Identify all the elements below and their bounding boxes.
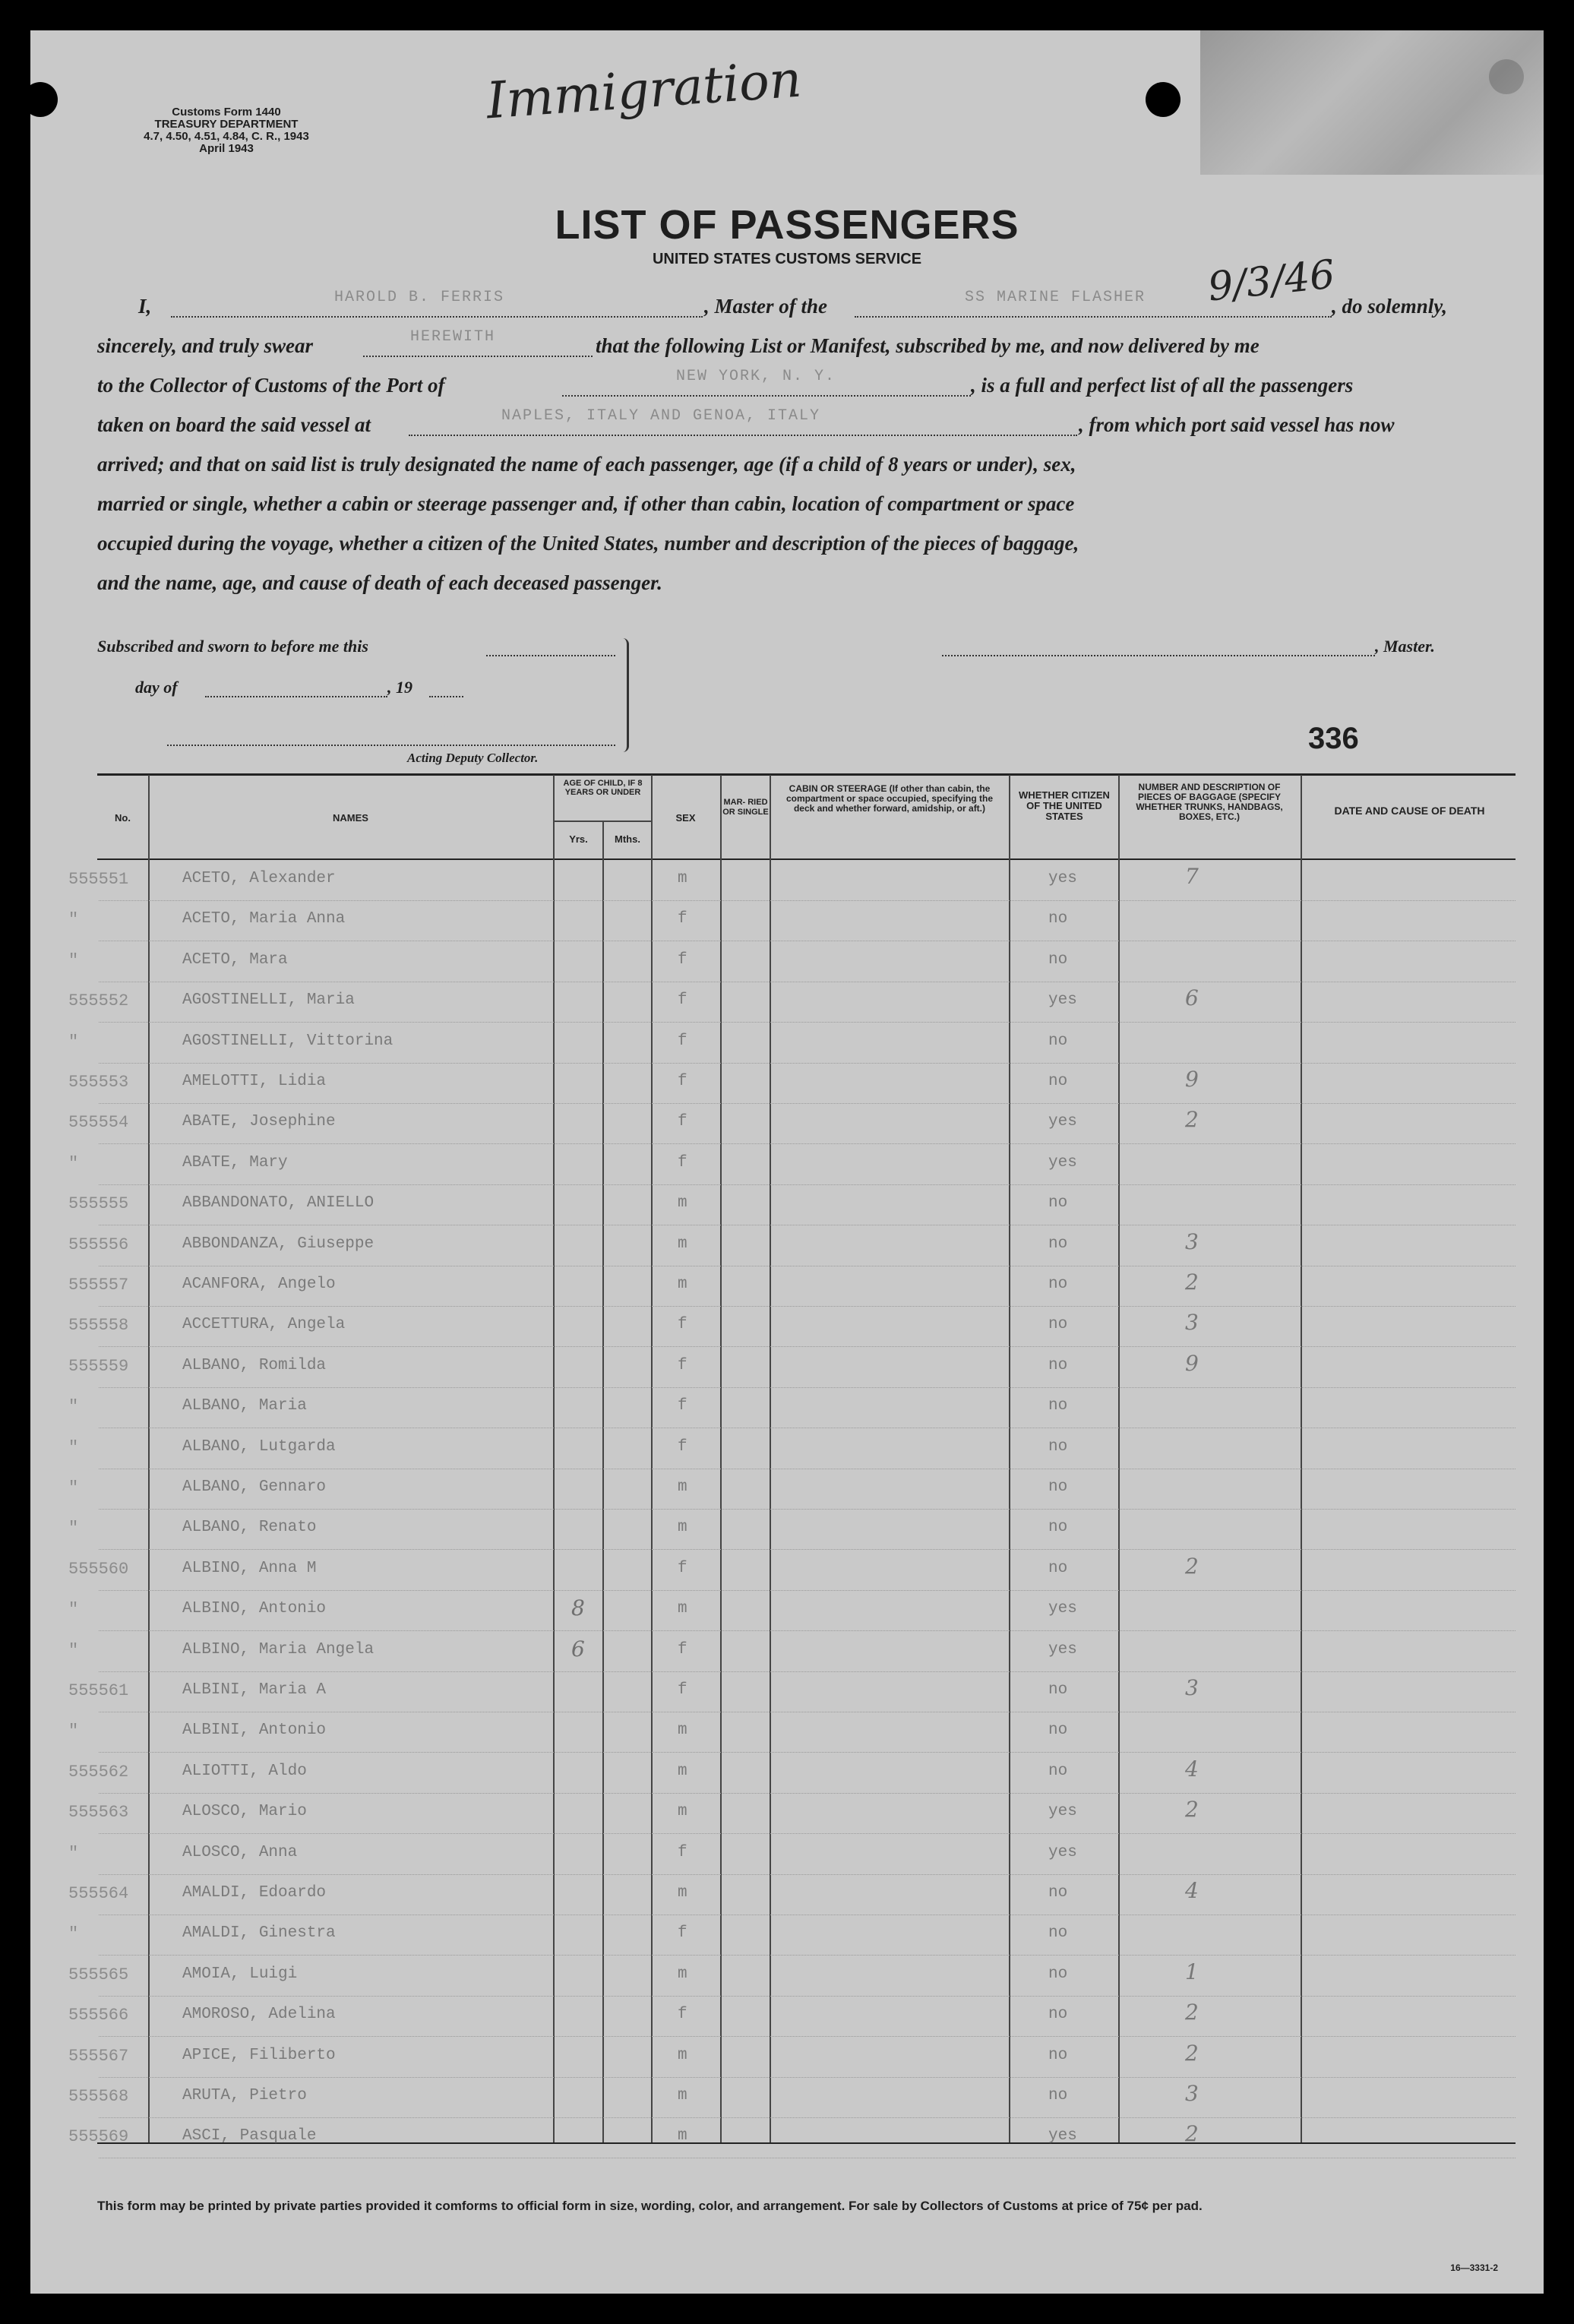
- passenger-name: ASCI, Pasquale: [182, 2127, 317, 2145]
- passenger-name: AGOSTINELLI, Vittorina: [182, 1032, 394, 1050]
- passenger-baggage: 3: [1185, 2081, 1199, 2106]
- passenger-sex: m: [678, 1478, 687, 1496]
- row-divider: [99, 1022, 1516, 1023]
- table-top-rule: [97, 773, 1516, 776]
- passenger-name: AMALDI, Edoardo: [182, 1884, 327, 1902]
- passenger-number: 555552: [68, 991, 129, 1011]
- port-name: NEW YORK, N. Y.: [676, 368, 836, 385]
- passenger-baggage: 7: [1185, 864, 1199, 889]
- passenger-name: ALBINO, Antonio: [182, 1600, 327, 1618]
- blank-line: [942, 655, 1375, 656]
- passenger-number: 555560: [68, 1559, 129, 1579]
- passenger-sex: f: [678, 1437, 687, 1456]
- vessel-name: SS MARINE FLASHER: [965, 289, 1146, 306]
- blank-line: [562, 395, 971, 397]
- passenger-citizen: yes: [1048, 1843, 1077, 1861]
- embark-port: NAPLES, ITALY AND GENOA, ITALY: [501, 407, 821, 425]
- passenger-name: ACETO, Maria Anna: [182, 910, 346, 928]
- passenger-citizen: no: [1048, 2046, 1068, 2064]
- brace: [619, 638, 629, 752]
- passenger-citizen: yes: [1048, 1113, 1077, 1131]
- row-divider: [99, 1143, 1516, 1144]
- year-label: , 19: [387, 678, 412, 697]
- column-divider: [1301, 775, 1302, 2142]
- passenger-name: ALBANO, Maria: [182, 1397, 307, 1415]
- passenger-sex: f: [678, 1356, 687, 1374]
- header-citizen: WHETHER CITIZEN OF THE UNITED STATES: [1019, 789, 1110, 822]
- passenger-name: ABATE, Mary: [182, 1153, 288, 1171]
- passenger-name: AGOSTINELLI, Maria: [182, 991, 355, 1010]
- row-divider: [99, 1103, 1516, 1104]
- passenger-number: ": [68, 1640, 79, 1660]
- passenger-name: ALBANO, Gennaro: [182, 1478, 327, 1496]
- passenger-name: ABBANDONATO, ANIELLO: [182, 1194, 375, 1213]
- column-divider: [148, 775, 150, 2142]
- passenger-number: 555567: [68, 2046, 129, 2066]
- passenger-number: 555566: [68, 2006, 129, 2025]
- passenger-number: 555562: [68, 1762, 129, 1782]
- passenger-citizen: no: [1048, 950, 1068, 969]
- form-department: TREASURY DEPARTMENT: [154, 118, 299, 131]
- passenger-citizen: no: [1048, 1356, 1068, 1374]
- passenger-citizen: no: [1048, 1519, 1068, 1537]
- column-divider: [651, 775, 653, 2142]
- row-divider: [99, 900, 1516, 901]
- passenger-baggage: 2: [1185, 2121, 1199, 2147]
- age-subheader-rule: [553, 821, 651, 822]
- row-divider: [99, 1346, 1516, 1347]
- passenger-sex: f: [678, 1559, 687, 1577]
- passenger-number: ": [68, 910, 79, 930]
- passenger-citizen: yes: [1048, 991, 1077, 1010]
- passenger-number: 555553: [68, 1073, 129, 1092]
- blank-line: [409, 435, 1077, 436]
- header-married: MAR- RIED OR SINGLE: [722, 798, 769, 817]
- passenger-citizen: no: [1048, 1681, 1068, 1699]
- passenger-citizen: no: [1048, 1032, 1068, 1050]
- column-divider: [1118, 775, 1120, 2142]
- form-identifier: [112, 106, 340, 155]
- header-sex: SEX: [675, 812, 696, 824]
- passenger-citizen: no: [1048, 2006, 1068, 2024]
- passenger-sex: f: [678, 1153, 687, 1171]
- oath-line7: occupied during the voyage, whether a citizen of the United States, number and description of the pieces of baggage,: [97, 532, 1079, 555]
- passenger-number: 555557: [68, 1276, 129, 1295]
- oath-solemnly: , do solemnly,: [1332, 295, 1447, 318]
- oath-from-port: , from which port said vessel has now: [1079, 413, 1395, 436]
- punch-hole: [30, 82, 58, 117]
- footer-code: 16—3331-2: [1450, 2262, 1498, 2273]
- passenger-name: AMOIA, Luigi: [182, 1965, 298, 1983]
- passenger-number: 555568: [68, 2087, 129, 2106]
- column-divider: [1009, 775, 1010, 2142]
- passenger-name: ALBINO, Maria Angela: [182, 1640, 375, 1658]
- passenger-number: 555563: [68, 1803, 129, 1823]
- blank-line: [855, 316, 1332, 318]
- row-divider: [99, 1630, 1516, 1631]
- passenger-name: ALIOTTI, Aldo: [182, 1762, 307, 1780]
- passenger-citizen: yes: [1048, 1640, 1077, 1658]
- header-death: DATE AND CAUSE OF DEATH: [1334, 805, 1485, 817]
- blank-line: [167, 745, 615, 746]
- passenger-sex: f: [678, 991, 687, 1010]
- row-divider: [99, 1996, 1516, 1997]
- row-divider: [99, 1833, 1516, 1834]
- passenger-name: ALBINO, Anna M: [182, 1559, 317, 1577]
- passenger-name: ALOSCO, Mario: [182, 1803, 307, 1821]
- passenger-age-years: 6: [571, 1636, 585, 1662]
- passenger-name: ALOSCO, Anna: [182, 1843, 298, 1861]
- passenger-sex: m: [678, 1884, 687, 1902]
- column-divider: [770, 775, 771, 2142]
- passenger-baggage: 3: [1185, 1228, 1199, 1254]
- passenger-citizen: no: [1048, 1397, 1068, 1415]
- blank-line: [486, 655, 615, 656]
- passenger-baggage: 4: [1185, 1756, 1199, 1782]
- passenger-citizen: yes: [1048, 870, 1077, 887]
- row-divider: [99, 1793, 1516, 1794]
- blank-line: [205, 696, 387, 697]
- passenger-number: 555551: [68, 870, 129, 889]
- page-subtitle: UNITED STATES CUSTOMS SERVICE: [652, 251, 922, 267]
- passenger-number: ": [68, 1478, 79, 1497]
- passenger-sex: f: [678, 1640, 687, 1658]
- oath-line5: arrived; and that on said list is truly designated the name of each passenger, age (if a child of 8 years or under), sex,: [97, 453, 1076, 476]
- column-divider: [602, 821, 604, 2142]
- passenger-number: 555556: [68, 1235, 129, 1254]
- passenger-number: ": [68, 950, 79, 970]
- passenger-name: ALBINI, Antonio: [182, 1722, 327, 1740]
- passenger-name: ACETO, Mara: [182, 950, 288, 969]
- passenger-baggage: 6: [1185, 985, 1199, 1011]
- passenger-citizen: no: [1048, 1276, 1068, 1293]
- blank-line: [429, 696, 463, 697]
- passenger-number: ": [68, 1437, 79, 1457]
- passenger-name: AMELOTTI, Lidia: [182, 1073, 327, 1090]
- passenger-number: ": [68, 1397, 79, 1417]
- passenger-baggage: 9: [1185, 1350, 1199, 1376]
- passenger-name: ALBANO, Renato: [182, 1519, 317, 1537]
- passenger-baggage: 2: [1185, 2040, 1199, 2066]
- passenger-citizen: yes: [1048, 1803, 1077, 1821]
- passenger-citizen: no: [1048, 1194, 1068, 1213]
- passenger-sex: m: [678, 2127, 687, 2145]
- oath-swear: sincerely, and truly swear: [97, 334, 314, 357]
- oath-i: I,: [138, 295, 152, 318]
- form-date: April 1943: [199, 142, 254, 155]
- tape-mark: [1200, 30, 1544, 175]
- passenger-baggage: 3: [1185, 1310, 1199, 1336]
- column-divider: [553, 775, 555, 2142]
- passenger-citizen: no: [1048, 1559, 1068, 1577]
- oath-following: that the following List or Manifest, subscribed by me, and now delivered by me: [596, 334, 1260, 357]
- passenger-number: ": [68, 1600, 79, 1620]
- passenger-citizen: yes: [1048, 1153, 1077, 1171]
- passenger-sex: m: [678, 1235, 687, 1253]
- passenger-name: ACETO, Alexander: [182, 870, 336, 887]
- header-names: NAMES: [333, 812, 368, 824]
- passenger-number: ": [68, 1153, 79, 1173]
- passenger-sex: f: [678, 1924, 687, 1943]
- row-divider: [99, 1874, 1516, 1875]
- passenger-sex: m: [678, 2087, 687, 2104]
- row-divider: [99, 1955, 1516, 1956]
- passenger-baggage: 2: [1185, 1553, 1199, 1579]
- row-divider: [99, 2036, 1516, 2037]
- row-divider: [99, 2117, 1516, 2118]
- table-header-rule: [97, 858, 1516, 860]
- passenger-baggage: 2: [1185, 1270, 1199, 1295]
- oath-full-list: , is a full and perfect list of all the passengers: [971, 374, 1354, 397]
- passenger-citizen: no: [1048, 1437, 1068, 1456]
- passenger-sex: f: [678, 910, 687, 928]
- blank-line: [171, 316, 703, 318]
- passenger-sex: m: [678, 1965, 687, 1983]
- passenger-sex: f: [678, 1073, 687, 1090]
- header-yrs: Yrs.: [569, 833, 588, 845]
- passenger-sex: m: [678, 1194, 687, 1213]
- passenger-citizen: no: [1048, 1722, 1068, 1740]
- passenger-sex: m: [678, 1803, 687, 1821]
- master-name: HAROLD B. FERRIS: [334, 289, 505, 306]
- passenger-citizen: yes: [1048, 2127, 1077, 2145]
- passenger-age-years: 8: [571, 1595, 585, 1621]
- row-divider: [99, 1063, 1516, 1064]
- oath-line8: and the name, age, and cause of death of each deceased passenger.: [97, 571, 662, 594]
- master-label: , Master.: [1375, 637, 1435, 656]
- herewith: HEREWITH: [410, 328, 496, 346]
- passenger-citizen: yes: [1048, 1600, 1077, 1618]
- passenger-sex: m: [678, 1600, 687, 1618]
- passenger-citizen: no: [1048, 1965, 1068, 1983]
- punch-hole: [1146, 82, 1180, 117]
- passenger-sex: f: [678, 1113, 687, 1131]
- handwritten-date: 9/3/46: [1206, 251, 1338, 311]
- passenger-number: 555558: [68, 1316, 129, 1336]
- passenger-sex: m: [678, 1722, 687, 1740]
- blank-line: [363, 356, 593, 357]
- passenger-baggage: 2: [1185, 1797, 1199, 1823]
- passenger-citizen: no: [1048, 1073, 1068, 1090]
- passenger-name: AMALDI, Ginestra: [182, 1924, 336, 1943]
- passenger-citizen: no: [1048, 1478, 1068, 1496]
- passenger-number: 555559: [68, 1356, 129, 1376]
- passenger-number: ": [68, 1722, 79, 1741]
- document-page: [30, 30, 1544, 2294]
- row-divider: [99, 1509, 1516, 1510]
- passenger-number: ": [68, 1519, 79, 1538]
- oath-line6: married or single, whether a cabin or steerage passenger and, if other than cabin, location of compartment or space: [97, 492, 1075, 515]
- footer-notice: This form may be printed by private parties provided it comforms to official form in size, wording, color, and arrangement. For sale by Collectors of Customs at price of 75¢ per pad.: [97, 2199, 1203, 2213]
- passenger-sex: f: [678, 1681, 687, 1699]
- passenger-baggage: 1: [1185, 1959, 1199, 1984]
- passenger-baggage: 3: [1185, 1675, 1199, 1700]
- passenger-number: 555564: [68, 1884, 129, 1903]
- passenger-name: ALBANO, Romilda: [182, 1356, 327, 1374]
- form-regs: 4.7, 4.50, 4.51, 4.84, C. R., 1943: [144, 130, 309, 143]
- header-age: AGE OF CHILD, IF 8 YEARS OR UNDER: [563, 779, 643, 797]
- row-divider: [99, 1671, 1516, 1672]
- passenger-sex: m: [678, 1276, 687, 1293]
- passenger-baggage: 9: [1185, 1067, 1199, 1092]
- handwritten-annotation: Immigration: [484, 49, 804, 131]
- passenger-citizen: no: [1048, 2087, 1068, 2104]
- oath-taken: taken on board the said vessel at: [97, 413, 371, 436]
- passenger-name: APICE, Filiberto: [182, 2046, 336, 2064]
- passenger-baggage: 2: [1185, 2000, 1199, 2025]
- passenger-number: ": [68, 1924, 79, 1944]
- form-number: Customs Form 1440: [172, 106, 281, 119]
- row-divider: [99, 1549, 1516, 1550]
- passenger-citizen: no: [1048, 1316, 1068, 1334]
- passenger-name: ARUTA, Pietro: [182, 2087, 307, 2104]
- passenger-sex: f: [678, 1843, 687, 1861]
- day-of-label: day of: [135, 678, 178, 697]
- passenger-sex: m: [678, 1519, 687, 1537]
- row-divider: [99, 1590, 1516, 1591]
- header-baggage: NUMBER AND DESCRIPTION OF PIECES OF BAGGAGE (SPECIFY WHETHER TRUNKS, HANDBAGS, BOXES, ETC.): [1136, 782, 1283, 822]
- passenger-citizen: no: [1048, 1762, 1068, 1780]
- passenger-name: ACCETTURA, Angela: [182, 1316, 346, 1334]
- passenger-number: 555561: [68, 1681, 129, 1700]
- passenger-sex: m: [678, 870, 687, 887]
- passenger-name: AMOROSO, Adelina: [182, 2006, 336, 2024]
- passenger-sex: f: [678, 1316, 687, 1334]
- row-divider: [99, 1752, 1516, 1753]
- passenger-name: ACANFORA, Angelo: [182, 1276, 336, 1293]
- passenger-name: ALBANO, Lutgarda: [182, 1437, 336, 1456]
- passenger-number: ": [68, 1032, 79, 1051]
- header-no: No.: [115, 812, 131, 824]
- passenger-number: ": [68, 1843, 79, 1863]
- row-divider: [99, 1387, 1516, 1388]
- passenger-sex: m: [678, 1762, 687, 1780]
- subscribed-label: Subscribed and sworn to before me this: [97, 637, 368, 656]
- passenger-number: 555569: [68, 2127, 129, 2147]
- passenger-citizen: no: [1048, 1235, 1068, 1253]
- passenger-name: ABATE, Josephine: [182, 1113, 336, 1131]
- passenger-baggage: 4: [1185, 1878, 1199, 1903]
- passenger-sex: f: [678, 950, 687, 969]
- row-divider: [99, 1306, 1516, 1307]
- passenger-name: ALBINI, Maria A: [182, 1681, 327, 1699]
- passenger-baggage: 2: [1185, 1107, 1199, 1133]
- acting-collector-label: Acting Deputy Collector.: [407, 751, 539, 765]
- row-divider: [99, 1184, 1516, 1185]
- passenger-citizen: no: [1048, 1884, 1068, 1902]
- oath-collector: to the Collector of Customs of the Port of: [97, 374, 445, 397]
- passenger-sex: f: [678, 2006, 687, 2024]
- passenger-number: 555565: [68, 1965, 129, 1984]
- passenger-citizen: no: [1048, 910, 1068, 928]
- row-divider: [99, 2077, 1516, 2078]
- passenger-name: ABBONDANZA, Giuseppe: [182, 1235, 375, 1253]
- passenger-sex: m: [678, 2046, 687, 2064]
- passenger-sex: f: [678, 1397, 687, 1415]
- page-title: LIST OF PASSENGERS: [555, 202, 1019, 248]
- oath-master-of: , Master of the: [704, 295, 827, 318]
- sheet-number: 336: [1308, 722, 1359, 755]
- column-divider: [720, 775, 722, 2142]
- passenger-citizen: no: [1048, 1924, 1068, 1943]
- header-cabin: CABIN OR STEERAGE (If other than cabin, the compartment or space occupied, specifying the deck and whether forward, amidship, or aft.): [785, 783, 994, 814]
- passenger-number: 555554: [68, 1113, 129, 1133]
- passenger-sex: f: [678, 1032, 687, 1050]
- passenger-number: 555555: [68, 1194, 129, 1214]
- header-mths: Mths.: [615, 833, 640, 845]
